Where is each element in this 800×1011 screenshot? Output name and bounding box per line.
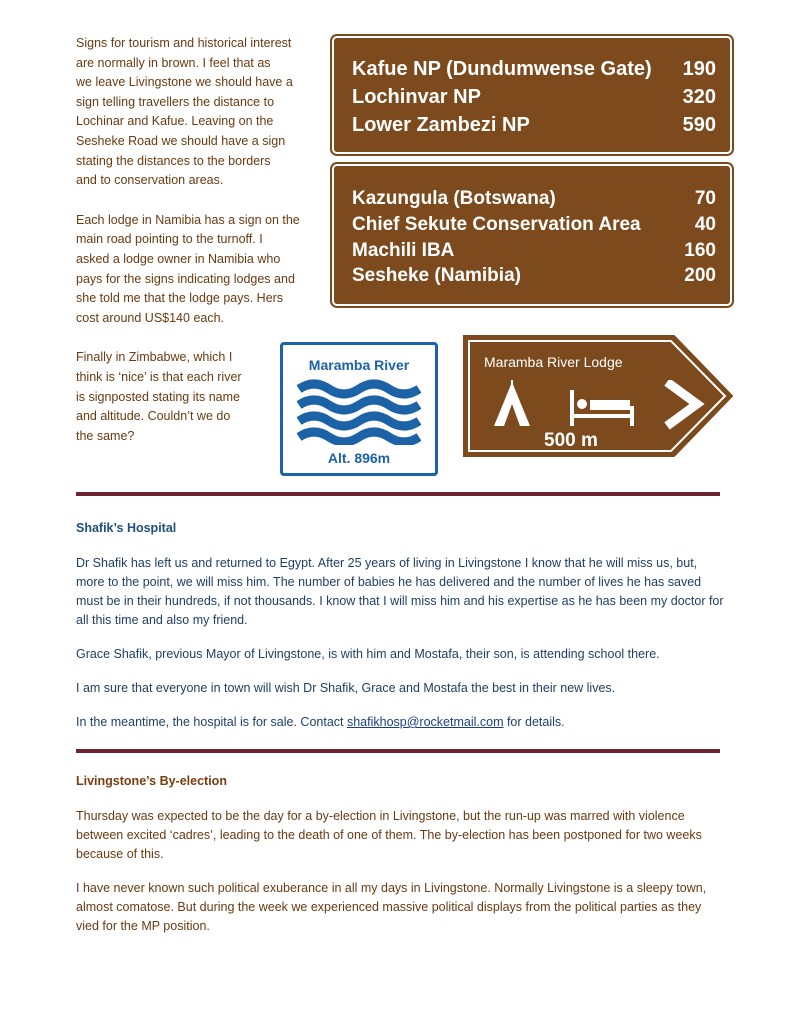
intro-paragraph-lodges: Each lodge in Namibia has a sign on the main road pointing to the turnoff. I asked a lodge owner in Namibia who pays for the signs indicating lodges and she told me that the lodge pays. Hers cost around US$140 each. <box>76 212 300 325</box>
sign-row <box>352 214 716 236</box>
tourism-sign-parks <box>334 38 730 152</box>
sign-row <box>352 188 716 210</box>
sign-place: Kazungula (Botswana) <box>352 188 556 209</box>
sign-place: Lochinvar NP <box>352 86 481 108</box>
hospital-paragraph: Dr Shafik has left us and returned to Egypt. After 25 years of living in Livingstone I know that he will miss us, but, more to the point, we will miss him. The number of babies he has delivered and the number of lives he has saved must be in their hundreds, if not thousands. I know that I will miss him and his expertise as he has been my doctor for all this time and also my friend. <box>76 556 724 627</box>
sign-place: Sesheke (Namibia) <box>352 265 521 286</box>
sign-distance: 160 <box>684 240 716 261</box>
river-sign-altitude: Alt. 896m <box>327 450 391 466</box>
sign-place: Kafue NP (Dundumwense Gate) <box>352 58 652 80</box>
tent-icon <box>494 380 530 426</box>
election-section <box>76 772 726 951</box>
contact-text: In the meantime, the hospital is for sale. Contact <box>76 715 347 729</box>
river-sign <box>280 342 438 476</box>
sign-distance: 320 <box>682 86 716 108</box>
sign-distance: 40 <box>694 214 716 235</box>
election-paragraph: Thursday was expected to be the day for a by-election in Livingstone, but the run-up was marred with violence between excited ‘cadres’, leading to the death of one of them. The by-election has been postponed for two weeks because of this. <box>76 809 702 861</box>
section-divider <box>76 492 720 496</box>
intro-paragraph-signs: Signs for tourism and historical interest are normally in brown. I feel that as we leave Livingstone we should have a sign telling travellers the distance to Lochinar and Kafue. Leaving on the Sesheke Road we should have a sign stating the distances to the borders and to conservation areas. <box>76 36 293 188</box>
intro-paragraph-zimbabwe: Finally in Zimbabwe, which I think is ‘nice’ is that each river is signposted stating its name and altitude. Couldn’t we do the same? <box>76 350 242 443</box>
sign-distance: 190 <box>682 58 716 80</box>
hospital-paragraph: I am sure that everyone in town will wish Dr Shafik, Grace and Mostafa the best in their new lives. <box>76 681 616 695</box>
contact-text-end: for details. <box>503 715 565 729</box>
election-heading: Livingstone’s By-election <box>76 774 227 788</box>
sign-row <box>352 58 716 81</box>
lodge-sign-distance: 500 m <box>544 430 598 451</box>
lodge-direction-sign <box>462 334 734 463</box>
sign-place: Lower Zambezi NP <box>352 114 530 136</box>
hospital-section <box>76 519 726 747</box>
sign-place: Chief Sekute Conservation Area <box>352 214 641 235</box>
sign-distance: 200 <box>684 265 716 286</box>
lodge-sign-title: Maramba River Lodge <box>484 354 623 370</box>
email-link[interactable]: shafikhosp@rocketmail.com <box>346 715 504 729</box>
section-divider <box>76 749 720 753</box>
water-waves-icon <box>297 379 421 445</box>
river-sign-title: Maramba River <box>308 357 410 373</box>
tourism-sign-borders <box>334 166 730 304</box>
hospital-heading: Shafik’s Hospital <box>76 521 177 535</box>
sign-row <box>352 240 716 262</box>
sign-place: Machili IBA <box>352 240 455 261</box>
election-paragraph: I have never known such political exuberance in all my days in Livingstone. Normally Livingstone is a sleepy town, almost comatose. But during the week we experienced massive political displays from the political parties as they vied for the MP position. <box>76 881 707 933</box>
hospital-paragraph: Grace Shafik, previous Mayor of Livingstone, is with him and Mostafa, their son, is attending school there. <box>76 647 660 661</box>
bed-icon <box>572 390 632 426</box>
sign-row <box>352 86 716 109</box>
sign-distance: 590 <box>682 114 716 136</box>
sign-distance: 70 <box>694 188 716 209</box>
hospital-contact-paragraph <box>76 713 726 732</box>
arrow-right-icon <box>667 382 697 426</box>
sign-row <box>352 114 716 137</box>
sign-row <box>352 265 716 287</box>
